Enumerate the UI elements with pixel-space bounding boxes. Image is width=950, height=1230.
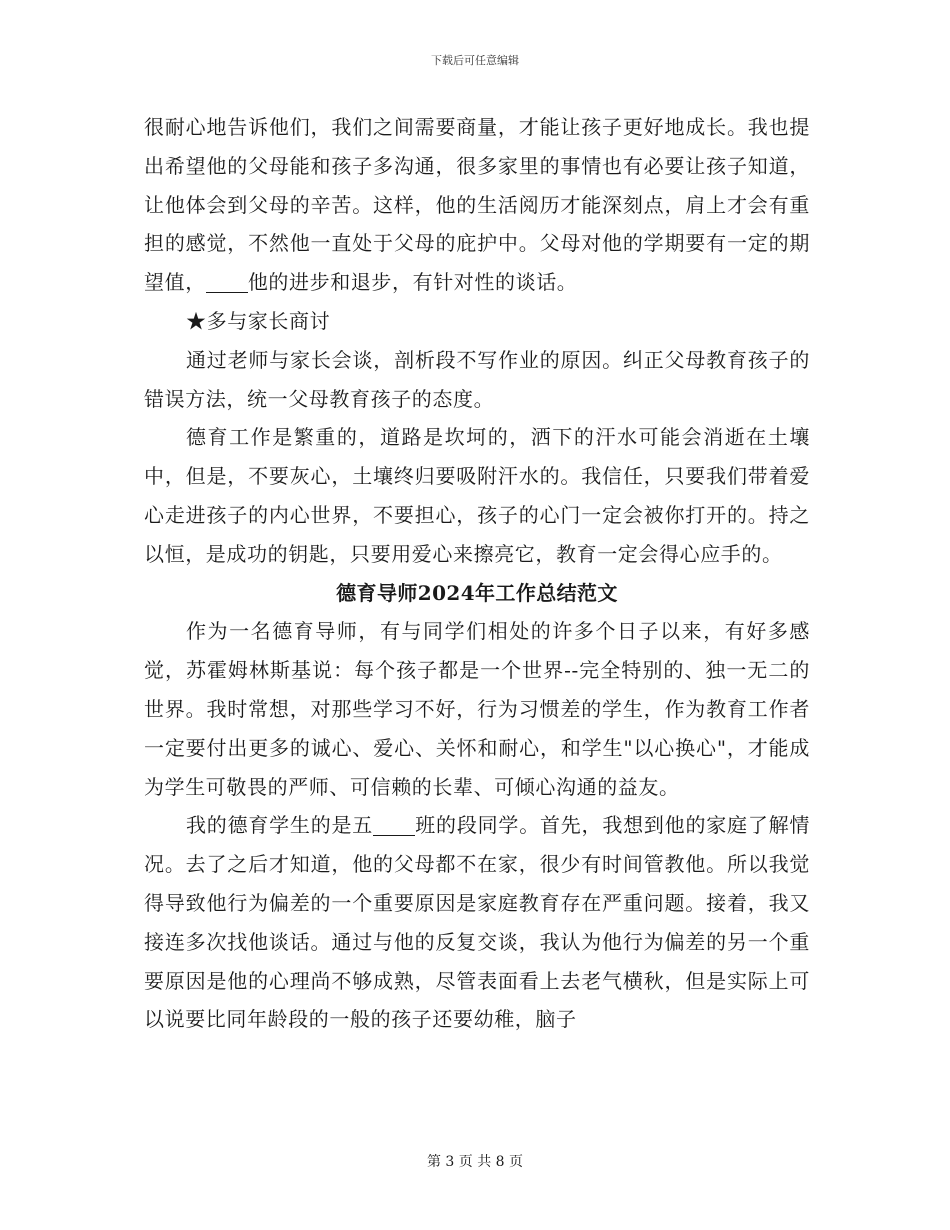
paragraph: 作为一名德育导师，有与同学们相处的许多个日子以来，有好多感觉，苏霍姆林斯基说：每个孩子都是一个世界--完全特别的、独一无二的世界。我时常想，对那些学习不好，行为习惯差的学生，作为教育工作者一定要付出更多的诚心、爱心、关怀和耐心，和学生"以心换心"，才能成为学生可敬畏的严师、可信赖的长辈、可倾心沟通的益友。 <box>144 619 810 799</box>
page-number: 第 3 页 共 8 页 <box>426 1154 524 1170</box>
paragraph-text: 很耐心地告诉他们，我们之间需要商量，才能让孩子更好地成长。我也提出希望他的父母能和孩子多沟通，很多家里的事情也有必要让孩子知道，让他体会到父母的辛苦。这样，他的生活阅历才能深刻点，肩上才会有重担的感觉，不然他一直处于父母的庇护中。父母对他的学期要有一定的期望值， <box>144 115 810 295</box>
document-body <box>144 108 810 1039</box>
paragraph: 德育工作是繁重的，道路是坎坷的，洒下的汗水可能会消逝在土壤中，但是，不要灰心，土壤终归要吸附汗水的。我信任，只要我们带着爱心走进孩子的内心世界，不要担心，孩子的心门一定会被你打开的。持之以恒，是成功的钥匙，只要用爱心来擦亮它，教育一定会得心应手的。 <box>144 425 810 566</box>
bullet-heading: ★多与家长商讨 <box>186 308 331 333</box>
paragraph <box>144 806 810 1039</box>
fill-in-blank <box>373 815 415 836</box>
paragraph: 通过老师与家长会谈，剖析段不写作业的原因。纠正父母教育孩子的错误方法，统一父母教育孩子的态度。 <box>144 347 810 411</box>
fill-in-blank <box>206 272 248 293</box>
paragraph-text: 班的段同学。首先，我想到他的家庭了解情况。去了之后才知道，他的父母都不在家，很少有时间管教他。所以我觉得导致他行为偏差的一个重要原因是家庭教育存在严重问题。接着，我又接连多次找他谈话。通过与他的反复交谈，我认为他行为偏差的另一个重要原因是他的心理尚不够成熟，尽管表面看上去老气横秋，但是实际上可以说要比同年龄段的一般的孩子还要幼稚，脑子 <box>144 813 810 1032</box>
paragraph-text: 他的进步和退步，有针对性的谈话。 <box>247 270 578 295</box>
section-title: 德育导师2024年工作总结范文 <box>336 580 618 605</box>
paragraph-text: 我的德育学生的是五 <box>186 813 374 838</box>
paragraph-continued <box>144 108 810 302</box>
page-header: 下载后可任意编辑 <box>431 54 519 67</box>
